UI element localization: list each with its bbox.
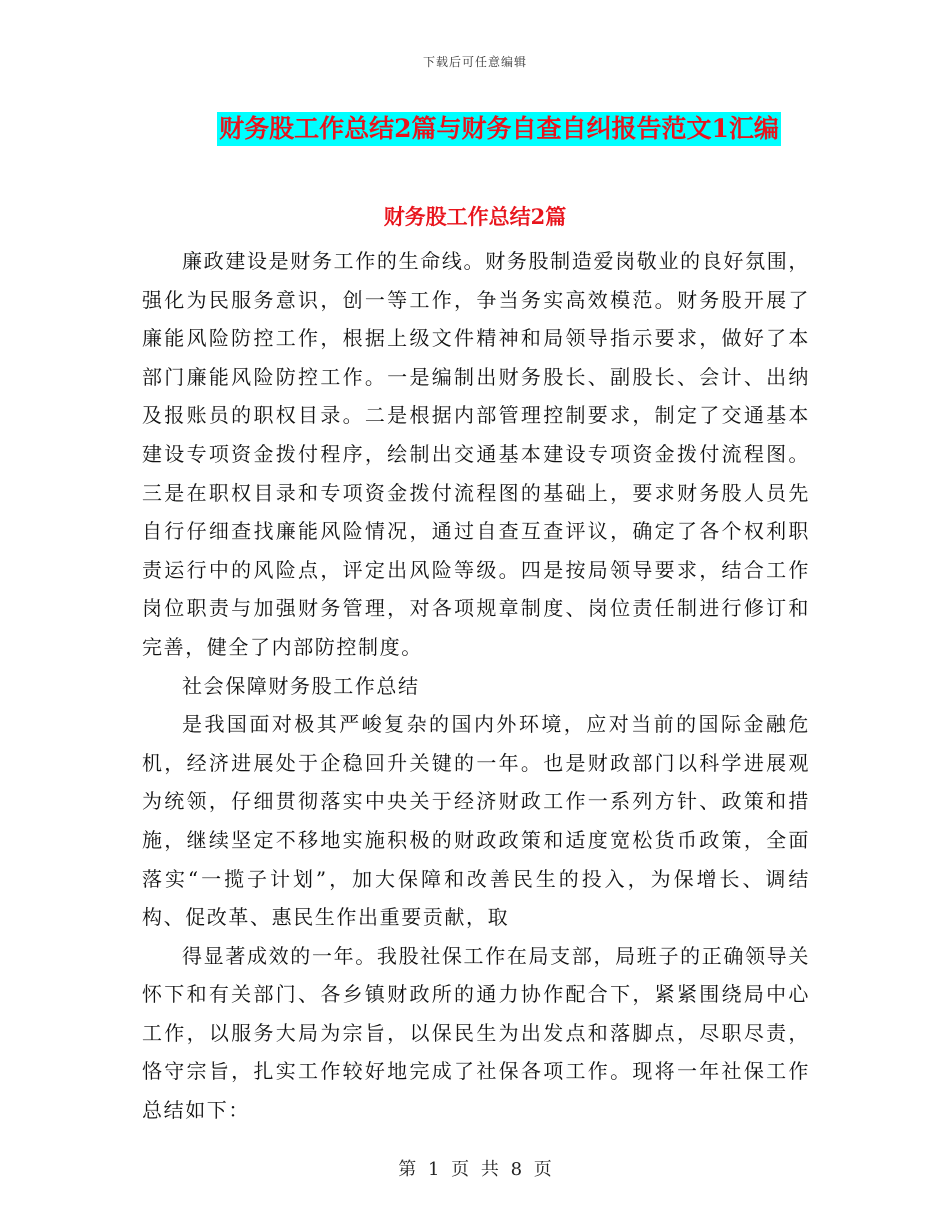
document-body: [142, 242, 810, 1130]
document-title-container: [0, 112, 950, 146]
section-title: 财务股工作总结2篇: [383, 204, 567, 229]
header-note: 下载后可任意编辑: [422, 55, 527, 69]
paragraph-subheading: 社会保障财务股工作总结: [182, 673, 420, 698]
document-title: 财务股工作总结2篇与财务自查自纠报告范文1汇编: [217, 112, 781, 146]
paragraph: 得显著成效的一年。我股社保工作在局支部，局班子的正确领导关怀下和有关部门、各乡镇财政所的通力协作配合下，紧紧围绕局中心工作，以服务大局为宗旨，以保民生为出发点和落脚点，尽职尽责，恪守宗旨，扎实工作较好地完成了社保各项工作。现将一年社保工作总结如下：: [142, 943, 810, 1123]
paragraph: 是我国面对极其严峻复杂的国内外环境，应对当前的国际金融危机，经济进展处于企稳回升关键的一年。也是财政部门以科学进展观为统领，仔细贯彻落实中央关于经济财政工作一系列方针、政策和措施，继续坚定不移地实施积极的财政政策和适度宽松货币政策，全面落实“一揽子计划”，加大保障和改善民生的投入，为保增长、调结构、促改革、惠民生作出重要贡献，取: [142, 712, 810, 930]
page-number-footer: 第 1 页 共 8 页: [398, 1159, 552, 1180]
paragraph: 廉政建设是财务工作的生命线。财务股制造爱岗敬业的良好氛围，强化为民服务意识，创一等工作，争当务实高效模范。财务股开展了廉能风险防控工作，根据上级文件精神和局领导指示要求，做好了本部门廉能风险防控工作。一是编制出财务股长、副股长、会计、出纳及报账员的职权目录。二是根据内部管理控制要求，制定了交通基本建设专项资金拨付程序，绘制出交通基本建设专项资金拨付流程图。三是在职权目录和专项资金拨付流程图的基础上，要求财务股人员先自行仔细查找廉能风险情况，通过自查互查评议，确定了各个权利职责运行中的风险点，评定出风险等级。四是按局领导要求，结合工作岗位职责与加强财务管理，对各项规章制度、岗位责任制进行修订和完善，健全了内部防控制度。: [142, 249, 810, 659]
